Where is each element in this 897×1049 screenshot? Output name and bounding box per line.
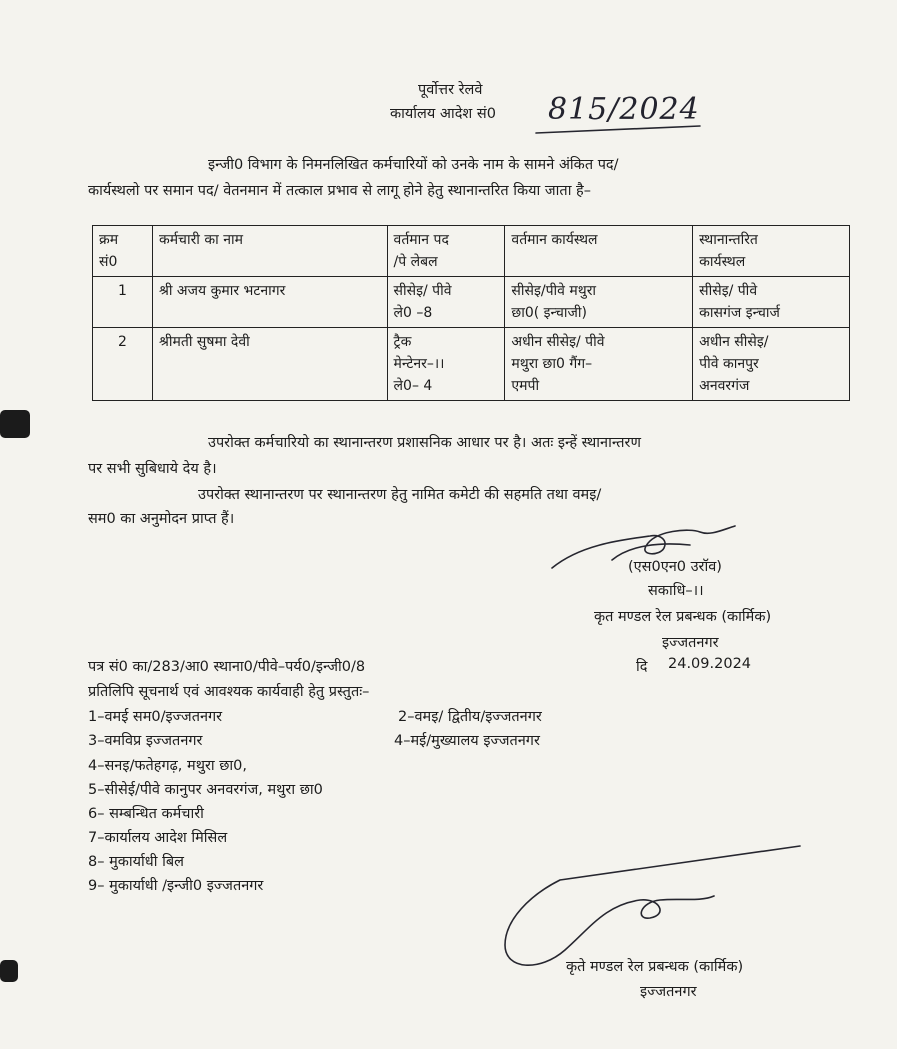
cc-right-1: 2–वमइ/ द्वितीय/इज्जतनगर [398,709,542,725]
cell-name: श्री अजय कुमार भटनागर [152,277,387,328]
org-name: पूर्वोत्तर रेलवे [418,82,483,98]
cc-left-2: 3–वमविप्र इज्जतनगर [88,733,203,749]
cell-sno: 2 [93,328,153,401]
para2-line-2: सम0 का अनुमोदन प्राप्त हैं। [88,511,235,527]
signatory-1-designation: सकाधि–।। [648,583,704,599]
table-row [93,328,850,401]
copy-heading: प्रतिलिपि सूचनार्थ एवं आवश्यक कार्यवाही हेतु प्रस्तुतः– [88,684,370,700]
signatory-2-place: इज्जतनगर [640,984,697,1000]
signatory-1-place: इज्जतनगर [662,635,719,651]
punch-hole-top [0,410,30,438]
cc-left-6: 7–कार्यालय आदेश मिसिल [88,830,228,846]
col-header-post: वर्तमान पद /पे लेबल [387,226,505,277]
letter-date-label: दि [636,659,648,675]
letter-reference: पत्र सं0 का/283/आ0 स्थाना0/पीवे–पर्य0/इन्जी0/8 [88,659,366,675]
punch-hole-bottom [0,960,18,982]
transfer-table [92,225,850,401]
table-row [93,277,850,328]
col-header-current-place: वर्तमान कार्यस्थल [505,226,693,277]
signatory-1-office: कृत मण्डल रेल प्रबन्धक (कार्मिक) [594,609,772,625]
cell-name: श्रीमती सुषमा देवी [152,328,387,401]
order-number-handwritten: 815/2024 [548,92,700,127]
intro-line-2: कार्यस्थलो पर समान पद/ वेतनमान में तत्काल प्रभाव से लागू होने हेतु स्थानान्तरित किया जाता है– [88,183,592,199]
col-header-sno: क्रम सं0 [93,226,153,277]
col-header-transfer-place: स्थानान्तरित कार्यस्थल [693,226,850,277]
cc-left-4: 5–सीसेई/पीवे कानुपर अनवरगंज, मथुरा छा0 [88,782,323,798]
cc-left-5: 6– सम्बन्धित कर्मचारी [88,806,204,822]
col-header-name: कर्मचारी का नाम [152,226,387,277]
signatory-1-name: (एस0एन0 उरॉव) [628,559,722,575]
cell-post: सीसेइ/ पीवे ले0 –8 [387,277,505,328]
cc-left-7: 8– मुकार्याधी बिल [88,854,184,870]
cc-left-3: 4–सनइ/फतेहगढ़, मथुरा छा0, [88,758,248,774]
letter-date: 24.09.2024 [668,656,752,672]
table-header-row [93,226,850,277]
order-prefix: कार्यालय आदेश सं0 [390,106,496,122]
cell-current-place: अधीन सीसेइ/ पीवे मथुरा छा0 गैंग– एमपी [505,328,693,401]
signatory-2-office: कृते मण्डल रेल प्रबन्धक (कार्मिक) [566,959,744,975]
para1-line-2: पर सभी सुबिधाये देय है। [88,461,217,477]
intro-line-1: इन्जी0 विभाग के निमनलिखित कर्मचारियों को उनके नाम के सामने अंकित पद/ [208,157,619,173]
para2-line-1: उपरोक्त स्थानान्तरण पर स्थानान्तरण हेतु नामित कमेटी की सहमति तथा वमइ/ [198,487,602,503]
cc-right-2: 4–मई/मुख्यालय इज्जतनगर [394,733,540,749]
cc-left-1: 1–वमई सम0/इज्जतनगर [88,709,223,725]
para1-line-1: उपरोक्त कर्मचारियो का स्थानान्तरण प्रशासनिक आधार पर है। अतः इन्हें स्थानान्तरण [208,435,641,451]
cc-left-8: 9– मुकार्याधी /इन्जी0 इज्जतनगर [88,878,264,894]
cell-transfer-place: अधीन सीसेइ/ पीवे कानपुर अनवरगंज [693,328,850,401]
cell-post: ट्रैक मेन्टेनर–।। ले0– 4 [387,328,505,401]
cell-sno: 1 [93,277,153,328]
cell-transfer-place: सीसेइ/ पीवे कासगंज इन्चार्ज [693,277,850,328]
cell-current-place: सीसेइ/पीवे मथुरा छा0( इन्चाजी) [505,277,693,328]
